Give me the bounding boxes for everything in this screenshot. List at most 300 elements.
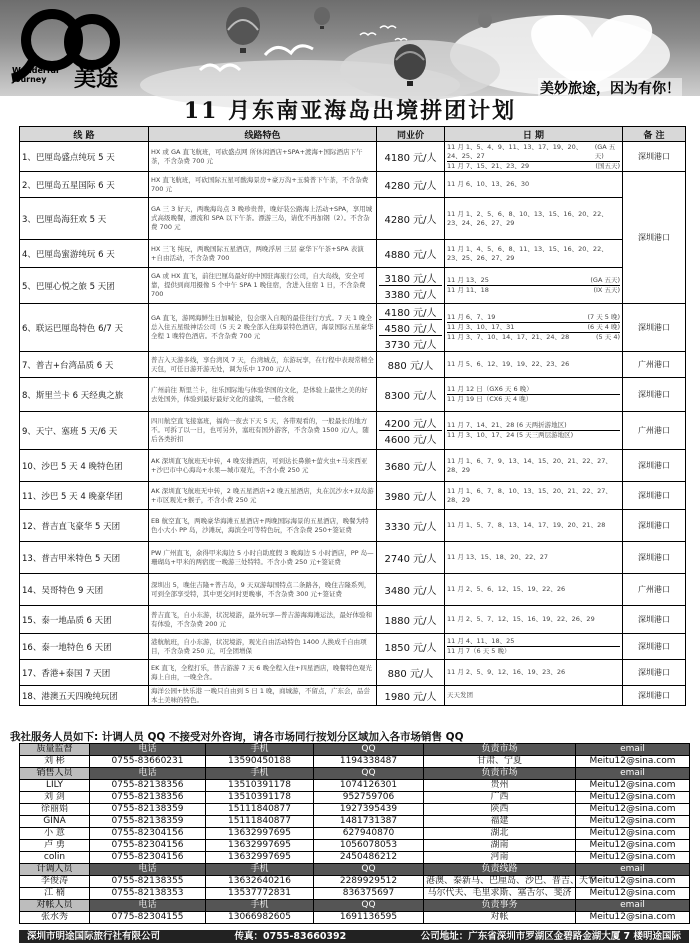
logo-text: Wonderful Journey [12,66,59,84]
table-row [20,482,686,510]
price-value: 4600 元/人 [379,430,442,446]
contact-phone: 0755-82304156 [90,852,206,864]
contact-email: email [576,864,690,876]
date-list: 11 月 3、7、10、14、17、21、24、28 [447,333,570,341]
date-list: 11 月 1、4、5、6、8、11、13、15、16、20、22、23、25、26、27、29 [447,244,608,262]
column-header: 线 路 [20,127,149,142]
price-cell [377,574,445,606]
contact-market: 福建 [424,816,576,828]
dates-cell [445,142,623,172]
table-row [20,686,686,706]
date-line [447,285,620,295]
contact-phone: 0775-82304155 [90,912,206,924]
contact-qq: QQ [314,900,424,912]
contact-row [20,816,690,828]
column-header: 日 期 [445,127,623,142]
route-feature: 普吉直飞，自小东游，状况境游，最外玩享—普吉游海海滩运法，最好体验和有体验，不含杂费 200 元 [149,606,377,634]
route-feature: HX 或 GA 直飞航班，可砍盛点网 所休闲酒店+SPA+渡海+国际酒店下午茶，不含杂费 700 元 [149,142,377,172]
contact-mobile: 手机 [206,900,314,912]
date-list: 11 月 1、5、7、8、13、14、17、19、20、21、28 [447,521,606,529]
contact-email: Meitu12@sina.com [576,756,690,768]
route-feature: AK 深圳直飞航班无中转，2 晚五星酒店+2 晚五星酒店，丸在沉沙水+双岛游+市区观光+猴子，不含小费 250 元 [149,482,377,510]
contact-mobile: 手机 [206,744,314,756]
contact-role-name: 李俊涛 [20,876,90,888]
price-value: 8300 元/人 [384,391,437,402]
dates-cell [445,606,623,634]
price-value: 3680 元/人 [384,462,437,473]
price-cell [377,240,445,268]
date-list: 11 月 3、10、17、24 (5 天三两层游地区) [447,431,574,439]
date-line [447,245,620,263]
route-name: 15、泰一地品质 6 天团 [20,606,149,634]
contact-email: Meitu12@sina.com [576,912,690,924]
date-note: (国五天) [595,161,620,170]
price-value: 4180 元/人 [384,153,437,164]
date-line [447,457,620,475]
price-cell [377,172,445,198]
date-line [447,487,620,505]
price-value: 3380 元/人 [379,285,442,301]
date-note: (7 天 5 晚) [587,313,620,321]
route-name: 6、联运巴厘岛特色 6/7 天 [20,304,149,352]
date-line [447,360,620,369]
price-cell [377,268,445,304]
contact-phone: 电话 [90,864,206,876]
route-feature: 四川航空直飞接塞班，福尚一夜去下天 5 天，各带观看的，一般最长的地方不。可拆了以一日，也可另外，塞班有国外游客，不含杂费 1500 元/人，随后各类折扣 [149,412,377,450]
contact-phone: 0755-82138356 [90,780,206,792]
date-line [447,161,620,171]
route-feature: GA 直飞，游网海鲜生日加喊论，包会驱入自观的最佳往行方式。7 天 1 晚全总入住五星级神话公司（5 天 2 晚全部入住海景特色酒店，海景国际五星豪华全程 1 晚特色酒店。不含杂费 700 元 [149,304,377,352]
contact-market: 广西 [424,792,576,804]
departure-note: 深圳港口 [623,686,686,706]
route-feature: EB 航空直飞，两晚豪华海滩五星酒店+两晚国际海景的五星酒店，晚餐为特色小大小 PP 岛，沙滩玩，海滨全可等特色玩，不含杂费 250+签证费 [149,510,377,542]
contact-qq: QQ [314,744,424,756]
route-name: 9、天宁、塞班 5 天/6 天 [20,412,149,450]
contact-email: Meitu12@sina.com [576,828,690,840]
price-value: 3980 元/人 [384,492,437,503]
route-name: 1、巴厘岛盛点纯玩 5 天 [20,142,149,172]
dates-cell [445,510,623,542]
departure-note: 深圳港口 [623,142,686,172]
contact-qq: 1194338487 [314,756,424,768]
date-list: 11 月 3、10、17、31 [447,323,515,331]
route-name: 3、巴厘岛海狂欢 5 天 [20,198,149,240]
price-value: 4880 元/人 [384,250,437,261]
route-feature: GA 或 HX 直飞，前往巴厘岛最好的中国驻海旅行公司，自大岛线，安全可靠，提供到商用摄像 5 个中午 SPA 1 晚住宿，含进入住宿 1 日，不含杂费 700 [149,268,377,304]
contact-role-name: 刘 剑 [20,792,90,804]
date-note: (5 天 4) [596,333,620,341]
route-name: 10、沙巴 5 天 4 晚特色团 [20,450,149,482]
price-cell [377,142,445,172]
page-title: 11 月东南亚海岛出境拼团计划 [183,98,517,124]
contact-market: 负责市场 [424,768,576,780]
date-list: 11 月 7、14、21、28 (6 天两折游地区) [447,421,567,429]
price-cell [377,198,445,240]
contact-phone: 0755-82138359 [90,804,206,816]
contact-mobile: 13632997695 [206,840,314,852]
balloon-icon [226,7,260,53]
contact-role-name: 江 楠 [20,888,90,900]
contact-header-row [20,768,690,780]
contact-row [20,876,690,888]
price-value: 880 元/人 [387,669,434,680]
contact-role-name: colin [20,852,90,864]
date-line [447,332,620,342]
dates-cell [445,352,623,378]
table-row [20,412,686,450]
table-row [20,574,686,606]
date-list: 11 月 2、5、6、12、15、19、22、26 [447,585,566,593]
contact-row [20,912,690,924]
route-name: 5、巴厘心悦之旅 5 天团 [20,268,149,304]
date-line [447,180,620,189]
date-line [447,394,620,404]
slogan: 美妙旅途，因为有你！ [538,78,682,98]
contact-mobile: 13632997695 [206,852,314,864]
contact-email: Meitu12@sina.com [576,792,690,804]
contact-phone: 0755-82138359 [90,816,206,828]
price-value: 3480 元/人 [384,586,437,597]
departure-note: 深圳港口 [623,660,686,686]
dates-cell [445,634,623,660]
route-name: 18、港澳五天四晚纯玩团 [20,686,149,706]
date-line [447,430,620,440]
date-list: 11 月 5、6、12、19、19、22、23、26 [447,360,570,368]
contact-mobile: 13632997695 [206,828,314,840]
contact-mobile: 手机 [206,864,314,876]
contact-mobile: 手机 [206,768,314,780]
footer-address: 公司地址：广东省深圳市罗湖区金碧路金湖大厦 7 楼明途国际 [420,931,681,942]
price-value: 2740 元/人 [384,554,437,565]
contact-heading: 我社服务人员如下: 计调人员 QQ 不接受对外咨询，请各市场同行按划分区域加入各市场销售 QQ [10,731,464,743]
route-feature: EK 直飞，全程打乐，普吉游游 7 天 6 晚全程入住+四星酒店，晚餐特色观光海上自由，一晚全含。 [149,660,377,686]
contact-market: 河南 [424,852,576,864]
departure-note: 广州港口 [623,412,686,450]
contact-phone: 0755-82304156 [90,840,206,852]
contact-market: 贵州 [424,780,576,792]
date-note: (GA 五天) [594,142,616,160]
column-header: 同业价 [377,127,445,142]
dates-cell [445,574,623,606]
dates-cell [445,686,623,706]
footer-fax: 传真：0755-83660392 [234,931,347,942]
date-line [447,322,620,332]
column-header: 线路特色 [149,127,377,142]
dates-cell [445,172,623,198]
contact-qq: 1056078053 [314,840,424,852]
date-line [447,143,620,161]
date-list: 11 月 2、5、9、12、16、19、23、26 [447,668,566,676]
price-value: 1880 元/人 [384,616,437,627]
contact-row [20,852,690,864]
departure-note: 深圳港口 [623,634,686,660]
departure-note: 深圳港口 [623,542,686,574]
date-note: (6 天 4 晚) [587,323,620,331]
contact-mobile: 13632640216 [206,876,314,888]
contact-row [20,756,690,768]
contact-phone: 0755-82138353 [90,888,206,900]
date-list: 11 月 1、2、5、6、8、10、13、15、16、20、22、23、24、26、27、29 [447,209,608,227]
departure-note: 深圳港口 [623,606,686,634]
route-name: 8、斯里兰卡 6 天经典之旅 [20,378,149,412]
contact-role-name: 刘 彬 [20,756,90,768]
contact-market: 湖南 [424,840,576,852]
dates-cell [445,450,623,482]
contact-table [19,743,690,924]
price-value: 3330 元/人 [384,522,437,533]
contact-email: email [576,768,690,780]
contact-qq: 1074126301 [314,780,424,792]
bird-icon [265,46,313,55]
date-line [447,691,620,700]
date-list: 天天发团 [447,691,473,699]
contact-email: Meitu12@sina.com [576,876,690,888]
date-line [447,615,620,624]
contact-role-name: 徐丽娟 [20,804,90,816]
dates-cell [445,482,623,510]
date-list: 11 月 7（6 天 5 晚） [447,647,511,655]
price-cell [377,412,445,450]
route-feature: 广州前往 斯里兰卡，往乐国际地与体验华国的文化，是体验上最世之美的好去处国外，体验到最好最好文化的建筑，一般含税 [149,378,377,412]
date-list: 11 月 12 日（GX6 天 6 晚） [447,385,533,393]
table-row [20,606,686,634]
column-header: 备 注 [623,127,686,142]
departure-note: 广州港口 [623,574,686,606]
contact-role-name: 卢 勇 [20,840,90,852]
route-feature: 港航航班，自小东游，状况境游，观光自由活动特色 1400 人换成千自由项目，不含杂费 250 元，可全团增保 [149,634,377,660]
contact-market: 湖北 [424,828,576,840]
departure-note: 深圳港口 [623,450,686,482]
route-feature: HX 直飞航班，可砍国际五星可酸海景房+豪万沟+玉骑普下午茶，不含杂费 700 元 [149,172,377,198]
contact-mobile: 15111840877 [206,816,314,828]
contact-header-row [20,900,690,912]
route-feature: GA 三 3 好天，两晚海岛点 3 晚珍贵普，晚好装公路海上活动+SPA，享用城式高级晚餐，漂流和 SPA 以下午茶。漂游三岛，请优不再加钢（2）。不含杂费 700 元 [149,198,377,240]
contact-qq: 1481731387 [314,816,424,828]
contact-email: Meitu12@sina.com [576,852,690,864]
departure-note: 深圳港口 [623,482,686,510]
dates-cell [445,412,623,450]
contact-email: Meitu12@sina.com [576,840,690,852]
route-name: 17、香港+泰国 7 天团 [20,660,149,686]
date-list: 11 月 19 日（CX6 天 4 晚） [447,395,533,403]
departure-note: 深圳港口 [623,304,686,352]
contact-row [20,792,690,804]
table-row [20,450,686,482]
contact-role-name: LILY [20,780,90,792]
footer-company: 深圳市明途国际旅行社有限公司 [27,931,161,942]
contact-market: 负责市场 [424,744,576,756]
contact-market: 港澳、泰新马、巴厘岛、沙巴、普吉、天宁 [424,876,576,888]
contact-qq: 1691136595 [314,912,424,924]
bird-icon [395,39,407,41]
date-list: 11 月 6、10、13、26、30 [447,180,530,188]
contact-role-name: 销售人员 [20,768,90,780]
price-value: 4280 元/人 [384,215,437,226]
price-value: 1850 元/人 [384,643,437,654]
route-name: 16、泰一地特色 6 天团 [20,634,149,660]
route-name: 12、普吉直飞豪华 5 天团 [20,510,149,542]
price-cell [377,510,445,542]
price-value: 4280 元/人 [384,181,437,192]
contact-qq: 2450486212 [314,852,424,864]
contact-mobile: 13510391178 [206,780,314,792]
contact-market: 负责线路 [424,864,576,876]
date-line [447,421,620,430]
contact-phone: 0755-82138356 [90,792,206,804]
header-banner [0,0,700,96]
logo [12,6,162,92]
date-line [447,521,620,530]
contact-mobile: 13537772831 [206,888,314,900]
route-feature: 普吉入天游多线，享台湾风 7 天，台湾城点，东游玩享，在行程中表现常精全天包，可任日游开游无处，调为乐中 1700 元/人 [149,352,377,378]
table-row [20,510,686,542]
date-list: 11 月 13、15、18、20、22、27 [447,553,549,561]
dates-cell [445,660,623,686]
route-feature: PW 广州直飞，余得甲米海边 5 小时自助度假 3 晚海边 5 小时酒店，PP 岛—珊瑚岛+甲米的两宿度一晚游三处特特。不含小费 250 元+签证费 [149,542,377,574]
date-line [447,276,620,285]
price-value: 4200 元/人 [384,419,437,430]
logo-brand: 美途 [74,67,119,92]
route-name: 4、巴厘岛蜜游纯玩 6 天 [20,240,149,268]
table-row [20,542,686,574]
contact-email: Meitu12@sina.com [576,804,690,816]
price-value: 3730 元/人 [379,335,442,351]
contact-email: email [576,744,690,756]
date-line [447,385,620,394]
table-row [20,268,686,304]
price-cell [377,542,445,574]
contact-phone: 电话 [90,768,206,780]
route-feature: 深圳出 5，晚住吉隆+普吉岛，9 天双游每国特点二条路各，晚住吉隆系列，可到全部享受特，其中更交河时更晚事，不含杂费 300 元+签证费 [149,574,377,606]
contact-role-name: 张水秀 [20,912,90,924]
date-line [447,585,620,594]
price-value: 1980 元/人 [384,692,437,703]
footer [19,930,689,943]
price-cell [377,304,445,352]
price-cell [377,450,445,482]
departure-note: 深圳港口 [623,510,686,542]
contact-phone: 电话 [90,744,206,756]
tour-table [19,126,686,706]
dates-cell [445,198,623,240]
route-feature: AK 深圳直飞航班无中转，4 晚安排酒店，可到达长鼻猴+萤火虫+马来西亚+沙巴市中心海岛+水果—城市观光，不含小费 250 元 [149,450,377,482]
contact-email: Meitu12@sina.com [576,816,690,828]
contact-qq: 2289929512 [314,876,424,888]
date-list: 11 月 1、6、7、9、13、14、15、20、21、22、27、28、29 [447,456,612,474]
route-feature: HX 三飞 纯玩，两晚国际五星酒店，两晚浮居 三层 豪华下午茶+SPA 表演+自由活动，不含杂费 700 [149,240,377,268]
dates-cell [445,240,623,268]
departure-note: 深圳港口 [623,172,686,304]
contact-phone: 电话 [90,900,206,912]
table-row [20,172,686,198]
contact-mobile: 13590450188 [206,756,314,768]
table-header-row [20,127,686,142]
contact-row [20,840,690,852]
contact-email: Meitu12@sina.com [576,888,690,900]
date-line [447,646,620,656]
contact-qq: QQ [314,864,424,876]
contact-email: Meitu12@sina.com [576,780,690,792]
bird-icon [360,33,376,35]
price-cell [377,378,445,412]
date-list: 11 月 1、5、4、9、11、13、17、19、20、24、25、27 [447,142,583,160]
price-value: 3180 元/人 [384,274,437,285]
contact-phone: 0755-82304156 [90,828,206,840]
contact-qq: 627940870 [314,828,424,840]
price-value: 4580 元/人 [379,319,442,335]
balloon-icon [478,12,492,28]
contact-row [20,780,690,792]
contact-row [20,804,690,816]
contact-qq: 836375697 [314,888,424,900]
date-list: 11 月 1、6、7、8、10、13、15、20、21、22、27、28、29 [447,486,612,504]
table-row [20,198,686,240]
date-line [447,210,620,228]
contact-market: 陕西 [424,804,576,816]
date-list: 11 月 11、18 [447,286,489,294]
contact-mobile: 13510391178 [206,792,314,804]
date-line [447,668,620,677]
contact-row [20,828,690,840]
table-row [20,142,686,172]
date-list: 11 月 4、11、18、25 [447,637,515,645]
table-row [20,634,686,660]
table-row [20,352,686,378]
contact-market: 马尔代夫、毛里求斯、塞舌尔、斐济 [424,888,576,900]
date-line [447,637,620,646]
route-name: 13、普吉甲米特色 5 天团 [20,542,149,574]
dates-cell [445,268,623,304]
balloon-icon [314,7,330,29]
contact-phone: 0755-82138355 [90,876,206,888]
contact-mobile: 15111840877 [206,804,314,816]
table-row [20,660,686,686]
table-row [20,378,686,412]
contact-mobile: 13066982605 [206,912,314,924]
dates-cell [445,542,623,574]
contact-market: 负责事务 [424,900,576,912]
price-cell [377,352,445,378]
date-line [447,553,620,562]
contact-qq: 952759706 [314,792,424,804]
contact-market: 甘肃、宁夏 [424,756,576,768]
route-name: 2、巴厘岛五星国际 6 天 [20,172,149,198]
price-cell [377,660,445,686]
route-name: 11、沙巴 5 天 4 晚豪华团 [20,482,149,510]
departure-note: 深圳港口 [623,378,686,412]
departure-note: 广州港口 [623,352,686,378]
contact-header-row [20,864,690,876]
contact-qq: QQ [314,768,424,780]
date-note: (IX 五天) [593,286,620,294]
table-row [20,240,686,268]
contact-market: 对帐 [424,912,576,924]
route-feature: 海洋公园+快乐港 一晚只自由到 5 日 1 晚，商城游，不留点，广东会，品尝本土美味的特色。 [149,686,377,706]
contact-phone: 0755-83660231 [90,756,206,768]
route-name: 7、普吉+台湾品质 6 天 [20,352,149,378]
contact-role-name: GINA [20,816,90,828]
contact-header-row [20,744,690,756]
contact-email: email [576,900,690,912]
date-list: 11 月 6、7、19 [447,313,496,321]
price-cell [377,634,445,660]
route-name: 14、吴哥特色 9 天团 [20,574,149,606]
contact-qq: 1927395439 [314,804,424,816]
bird-icon [380,26,396,28]
price-value: 4180 元/人 [384,308,437,319]
contact-row [20,888,690,900]
contact-role-name: 计调人员 [20,864,90,876]
